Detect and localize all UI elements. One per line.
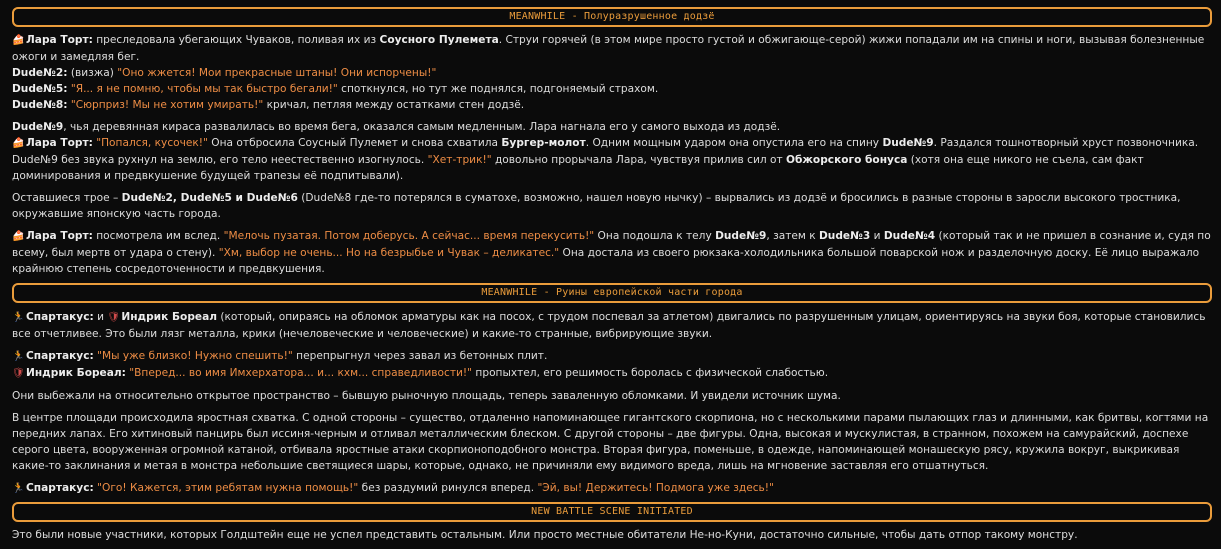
- narration: Они выбежали на относительно открытое пространство – бывшую рыночную площадь, теперь заваленную обломками. И увидели источник шума.: [12, 390, 841, 402]
- narration: Она подошла к телу: [594, 230, 716, 242]
- dialogue: "Мелочь пузатая. Потом доберусь. А сейчас... время перекусить!": [223, 230, 595, 242]
- narration: (который так и не пришел в сознание и, судя по всему, был мертв от удара о стену).: [12, 230, 1211, 259]
- dialogue: "Эй, вы! Держитесь! Подмога уже здесь!": [537, 482, 774, 494]
- narration: (который, опираясь на обломок арматуры как на посох, с трудом поспевал за атлетом) двигались по разрушенным улицам, ориентируясь на звуки боя, которые становились все отчетливее. Это были лязг металла, крики (нечеловеческие и человеческие) и какие-то странные, вибрирующие звуки.: [12, 311, 1206, 340]
- character-name: Спартакус:: [26, 350, 94, 362]
- narration: Она отбросила Соусный Пулемет и снова схватила: [207, 137, 502, 149]
- narration: , чья деревянная кираса развалилась во время бега, оказался самым медленным. Лара нагнала его у самого выхода из додзё.: [63, 121, 781, 133]
- cake-icon: 🍰: [12, 231, 25, 242]
- dialogue: "Хм, выбор не очень... Но на безрыбье и Чувак – деликатес.": [218, 247, 560, 259]
- story-paragraph: [12, 81, 1212, 97]
- dialogue: "Попался, кусочек!": [92, 137, 208, 149]
- character-name: Dude№9: [882, 137, 934, 149]
- character-name: Dude№2:: [12, 67, 68, 79]
- character-name: Dude№2, Dude№5 и Dude№6: [121, 192, 298, 204]
- narration: . Струи горячей (в этом мире просто густой и обжигающе-серой) жижи попадали им на спины и ноги, вызывая болезненные ожоги и замедляя бег.: [12, 34, 1205, 63]
- narration: посмотрела им вслед.: [92, 230, 224, 242]
- character-name: Dude№4: [883, 230, 936, 242]
- narration: и: [93, 311, 108, 323]
- story-paragraph: [12, 32, 1212, 65]
- story-paragraph: [12, 348, 1212, 365]
- story-paragraph: [12, 309, 1212, 342]
- narration: без раздумий ринулся вперед.: [358, 482, 538, 494]
- character-name: Dude№9: [12, 121, 64, 133]
- story-paragraph: [12, 135, 1212, 184]
- dialogue: "Хет-трик!": [427, 154, 492, 166]
- narration: преследовала убегающих Чуваков, поливая их из: [92, 34, 380, 46]
- dialogue: "Вперед... во имя Имхерхатора... и... кхм... справедливости!": [125, 367, 473, 379]
- narration: Она достала из своего рюкзака-холодильника большой поварской нож и разделочную доску. Её лицо выражало крайнюю степень сосредоточенности и предвкушения.: [12, 247, 1200, 275]
- narration: кричал, петляя между остатками стен додзё.: [263, 99, 525, 111]
- character-name: Лара Торт:: [26, 34, 93, 46]
- scene-banner-ruins: MEANWHILE - Руины европейской части города: [12, 283, 1212, 303]
- dialogue: "Ого! Кажется, этим ребятам нужна помощь!": [93, 482, 359, 494]
- narration: Это были новые участники, которых Голдштейн еще не успел представить остальным. Или просто местные обитатели Не-но-Куни, достаточно сильные, чтобы дать отпор такому монстру.: [12, 529, 1078, 541]
- character-name: Спартакус:: [26, 311, 94, 323]
- scene-banner-dojo: MEANWHILE - Полуразрушенное додзё: [12, 7, 1212, 27]
- dialogue: "Сюрприз! Мы не хотим умирать!": [67, 99, 264, 111]
- dialogue: "Оно жжется! Мои прекрасные штаны! Они испорчены!": [117, 67, 437, 79]
- character-name: Индрик Бореал:: [26, 367, 126, 379]
- story-paragraph: [12, 480, 1212, 497]
- story-paragraph: [12, 527, 1212, 543]
- character-name: Лара Торт:: [26, 137, 93, 149]
- running-man-icon: 🏃: [12, 351, 25, 362]
- story-log: [12, 7, 1212, 543]
- narration: перепрыгнул через завал из бетонных плит.: [292, 350, 548, 362]
- story-paragraph: [12, 65, 1212, 81]
- character-name: Dude№5:: [12, 83, 68, 95]
- character-name: Лара Торт:: [26, 230, 93, 242]
- running-man-icon: 🏃: [12, 483, 25, 494]
- character-name: Индрик Бореал: [121, 311, 218, 323]
- narration: . Одним мощным ударом она опустила его на спину: [585, 137, 883, 149]
- narration: (Dude№8 где-то потерялся в суматохе, возможно, нашел новую нычку) – вырвались из додзё и бросились в разные стороны в заросли высокого тростника, окружавшие японскую часть города.: [12, 192, 1181, 220]
- story-paragraph: [12, 97, 1212, 113]
- cake-icon: 🍰: [12, 138, 25, 149]
- narration: (визжа): [67, 67, 118, 79]
- dialogue: "Мы уже близко! Нужно спешить!": [93, 350, 293, 362]
- character-name: Dude№3: [819, 230, 871, 242]
- story-paragraph: [12, 388, 1212, 404]
- scene-banner-battle: NEW BATTLE SCENE INITIATED: [12, 502, 1212, 522]
- story-paragraph: [12, 410, 1212, 474]
- dialogue: "Я... я не помню, чтобы мы так быстро бегали!": [67, 83, 338, 95]
- narration: . Раздался тошнотворный хруст позвоночника. Dude№9 без звука рухнул на землю, его тело неестественно изогнулось.: [12, 137, 1199, 166]
- story-paragraph: [12, 365, 1212, 382]
- narration: споткнулся, но тут же поднялся, подгоняемый страхом.: [337, 83, 659, 95]
- narration: довольно прорычала Лара, чувствуя прилив сил от: [491, 154, 786, 166]
- item-name: Соусного Пулемета: [379, 34, 499, 46]
- character-name: Спартакус:: [26, 482, 94, 494]
- cake-icon: 🍰: [12, 35, 25, 46]
- character-name: Dude№9: [715, 230, 767, 242]
- bonus-name: Обжорского бонуса: [785, 154, 908, 166]
- narration: Оставшиеся трое –: [12, 192, 122, 204]
- narration: и: [870, 230, 884, 242]
- item-name: Бургер-молот: [501, 137, 586, 149]
- running-man-icon: 🏃: [12, 312, 25, 323]
- character-name: Dude№8:: [12, 99, 68, 111]
- narration: (хотя она еще никого не съела, сам факт доминирования и предвкушение будущей трапезы её подпитывали).: [12, 154, 1144, 182]
- shield-icon: 🛡: [12, 368, 25, 379]
- story-paragraph: [12, 119, 1212, 135]
- story-paragraph: [12, 190, 1212, 222]
- narration: пропыхтел, его решимость боролась с физической слабостью.: [472, 367, 829, 379]
- story-paragraph: [12, 228, 1212, 277]
- shield-icon: 🛡: [107, 312, 121, 323]
- narration: В центре площади происходила яростная схватка. С одной стороны – существо, отдаленно напоминающее гигантского скорпиона, но с несколькими парами пылающих глаз и длинными, как бритвы, когтями на передних лапах. Его хитиновый панцирь был иссиня-черным и отливал металлическим блеском. С другой стороны – две фигуры. Одна, высокая и мускулистая, в странном, похожем на самурайский, доспехе серого цвета, вооруженная огромной катаной, отбивала яростные атаки скорпионоподобного монстра. Вторая фигура, поменьше, в одежде, напоминающей монашескую рясу, кружила вокруг, выкрикивая какие-то заклинания и метая в монстра небольшие светящиеся шары, которые, однако, не причиняли ему видимого вреда, лишь на мгновение заставляя его отшатнуться.: [12, 412, 1209, 472]
- narration: , затем к: [766, 230, 820, 242]
